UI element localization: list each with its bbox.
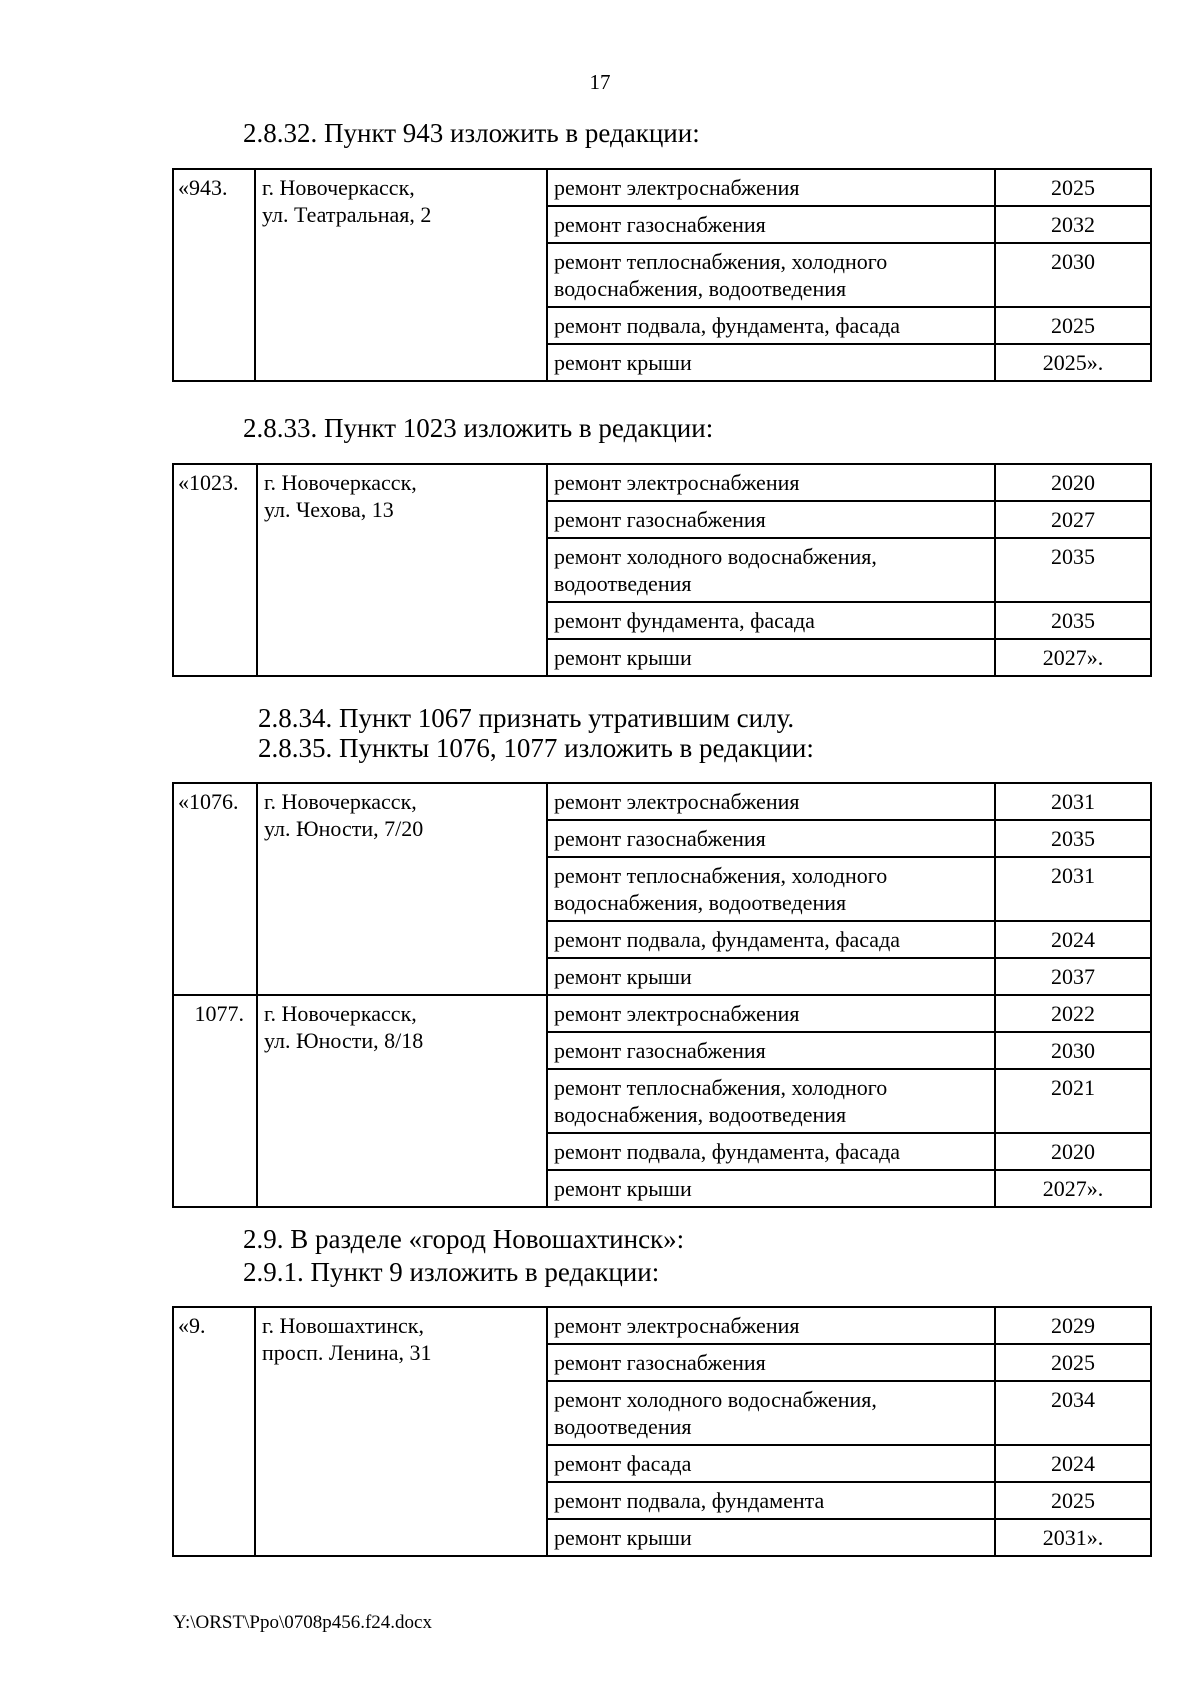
planned-year: 2025	[995, 169, 1151, 206]
works-table-1023	[172, 463, 1152, 677]
work-type: ремонт холодного водоснабжения, водоотведения	[547, 538, 995, 602]
works-table-9	[172, 1306, 1152, 1557]
address-cell	[255, 1307, 547, 1556]
planned-year: 2034	[995, 1381, 1151, 1445]
work-type: ремонт газоснабжения	[547, 1032, 995, 1069]
address-line: г. Новочеркасск,	[264, 470, 417, 495]
works-table-943	[172, 168, 1152, 382]
item-number: «1076.	[173, 783, 257, 995]
address-line: ул. Юности, 8/18	[264, 1028, 424, 1053]
table-row	[173, 783, 1151, 820]
item-number: «1023.	[173, 464, 257, 676]
work-type: ремонт фундамента, фасада	[547, 602, 995, 639]
address-cell	[257, 995, 547, 1207]
address-line: г. Новочеркасск,	[264, 1001, 417, 1026]
work-type: ремонт электроснабжения	[547, 1307, 995, 1344]
planned-year: 2025	[995, 1482, 1151, 1519]
planned-year: 2024	[995, 1445, 1151, 1482]
section-heading-2-8-34: 2.8.34. Пункт 1067 признать утратившим силу.	[258, 703, 795, 733]
planned-year: 2031».	[995, 1519, 1151, 1556]
address-cell	[257, 783, 547, 995]
table-row	[173, 995, 1151, 1032]
work-type: ремонт газоснабжения	[547, 820, 995, 857]
planned-year: 2027».	[995, 1170, 1151, 1207]
work-type: ремонт крыши	[547, 1170, 995, 1207]
planned-year: 2022	[995, 995, 1151, 1032]
work-type: ремонт крыши	[547, 1519, 995, 1556]
planned-year: 2031	[995, 857, 1151, 921]
planned-year: 2030	[995, 243, 1151, 307]
planned-year: 2024	[995, 921, 1151, 958]
work-type: ремонт крыши	[547, 344, 995, 381]
work-type: ремонт электроснабжения	[547, 169, 995, 206]
page-number: 17	[589, 70, 611, 94]
planned-year: 2025	[995, 307, 1151, 344]
planned-year: 2027».	[995, 639, 1151, 676]
table-row	[173, 169, 1151, 206]
work-type: ремонт газоснабжения	[547, 206, 995, 243]
table-row	[173, 1307, 1151, 1344]
section-heading-2-8-33: 2.8.33. Пункт 1023 изложить в редакции:	[243, 413, 714, 443]
work-type: ремонт подвала, фундамента	[547, 1482, 995, 1519]
work-type: ремонт электроснабжения	[547, 464, 995, 501]
section-heading-2-8-35: 2.8.35. Пункты 1076, 1077 изложить в редакции:	[258, 733, 814, 763]
file-path-footer: Y:\ORST\Ppo\0708p456.f24.docx	[173, 1612, 432, 1633]
work-type: ремонт теплоснабжения, холодного водоснабжения, водоотведения	[547, 857, 995, 921]
work-type: ремонт крыши	[547, 639, 995, 676]
planned-year: 2030	[995, 1032, 1151, 1069]
address-line: г. Новочеркасск,	[264, 789, 417, 814]
work-type: ремонт электроснабжения	[547, 995, 995, 1032]
address-line: г. Новошахтинск,	[262, 1313, 424, 1338]
planned-year: 2029	[995, 1307, 1151, 1344]
work-type: ремонт подвала, фундамента, фасада	[547, 921, 995, 958]
planned-year: 2020	[995, 1133, 1151, 1170]
address-line: г. Новочеркасск,	[262, 175, 415, 200]
planned-year: 2021	[995, 1069, 1151, 1133]
address-line: ул. Театральная, 2	[262, 202, 432, 227]
planned-year: 2037	[995, 958, 1151, 995]
work-type: ремонт подвала, фундамента, фасада	[547, 307, 995, 344]
work-type: ремонт теплоснабжения, холодного водоснабжения, водоотведения	[547, 1069, 995, 1133]
planned-year: 2035	[995, 538, 1151, 602]
section-heading-2-9-1: 2.9.1. Пункт 9 изложить в редакции:	[243, 1257, 660, 1287]
planned-year: 2035	[995, 602, 1151, 639]
work-type: ремонт теплоснабжения, холодного водоснабжения, водоотведения	[547, 243, 995, 307]
address-cell	[257, 464, 547, 676]
item-number: «9.	[173, 1307, 255, 1556]
address-line: ул. Юности, 7/20	[264, 816, 424, 841]
planned-year: 2035	[995, 820, 1151, 857]
address-line: ул. Чехова, 13	[264, 497, 394, 522]
address-cell	[255, 169, 547, 381]
section-heading-2-8-32: 2.8.32. Пункт 943 изложить в редакции:	[243, 118, 700, 148]
section-heading-2-9: 2.9. В разделе «город Новошахтинск»:	[243, 1224, 685, 1254]
work-type: ремонт газоснабжения	[547, 1344, 995, 1381]
work-type: ремонт электроснабжения	[547, 783, 995, 820]
planned-year: 2020	[995, 464, 1151, 501]
work-type: ремонт крыши	[547, 958, 995, 995]
work-type: ремонт газоснабжения	[547, 501, 995, 538]
item-number: «943.	[173, 169, 255, 381]
item-number: 1077.	[173, 995, 257, 1207]
table-row	[173, 464, 1151, 501]
planned-year: 2031	[995, 783, 1151, 820]
planned-year: 2025».	[995, 344, 1151, 381]
work-type: ремонт подвала, фундамента, фасада	[547, 1133, 995, 1170]
planned-year: 2027	[995, 501, 1151, 538]
work-type: ремонт холодного водоснабжения, водоотведения	[547, 1381, 995, 1445]
planned-year: 2025	[995, 1344, 1151, 1381]
address-line: просп. Ленина, 31	[262, 1340, 432, 1365]
work-type: ремонт фасада	[547, 1445, 995, 1482]
planned-year: 2032	[995, 206, 1151, 243]
works-table-1076-1077	[172, 782, 1152, 1208]
